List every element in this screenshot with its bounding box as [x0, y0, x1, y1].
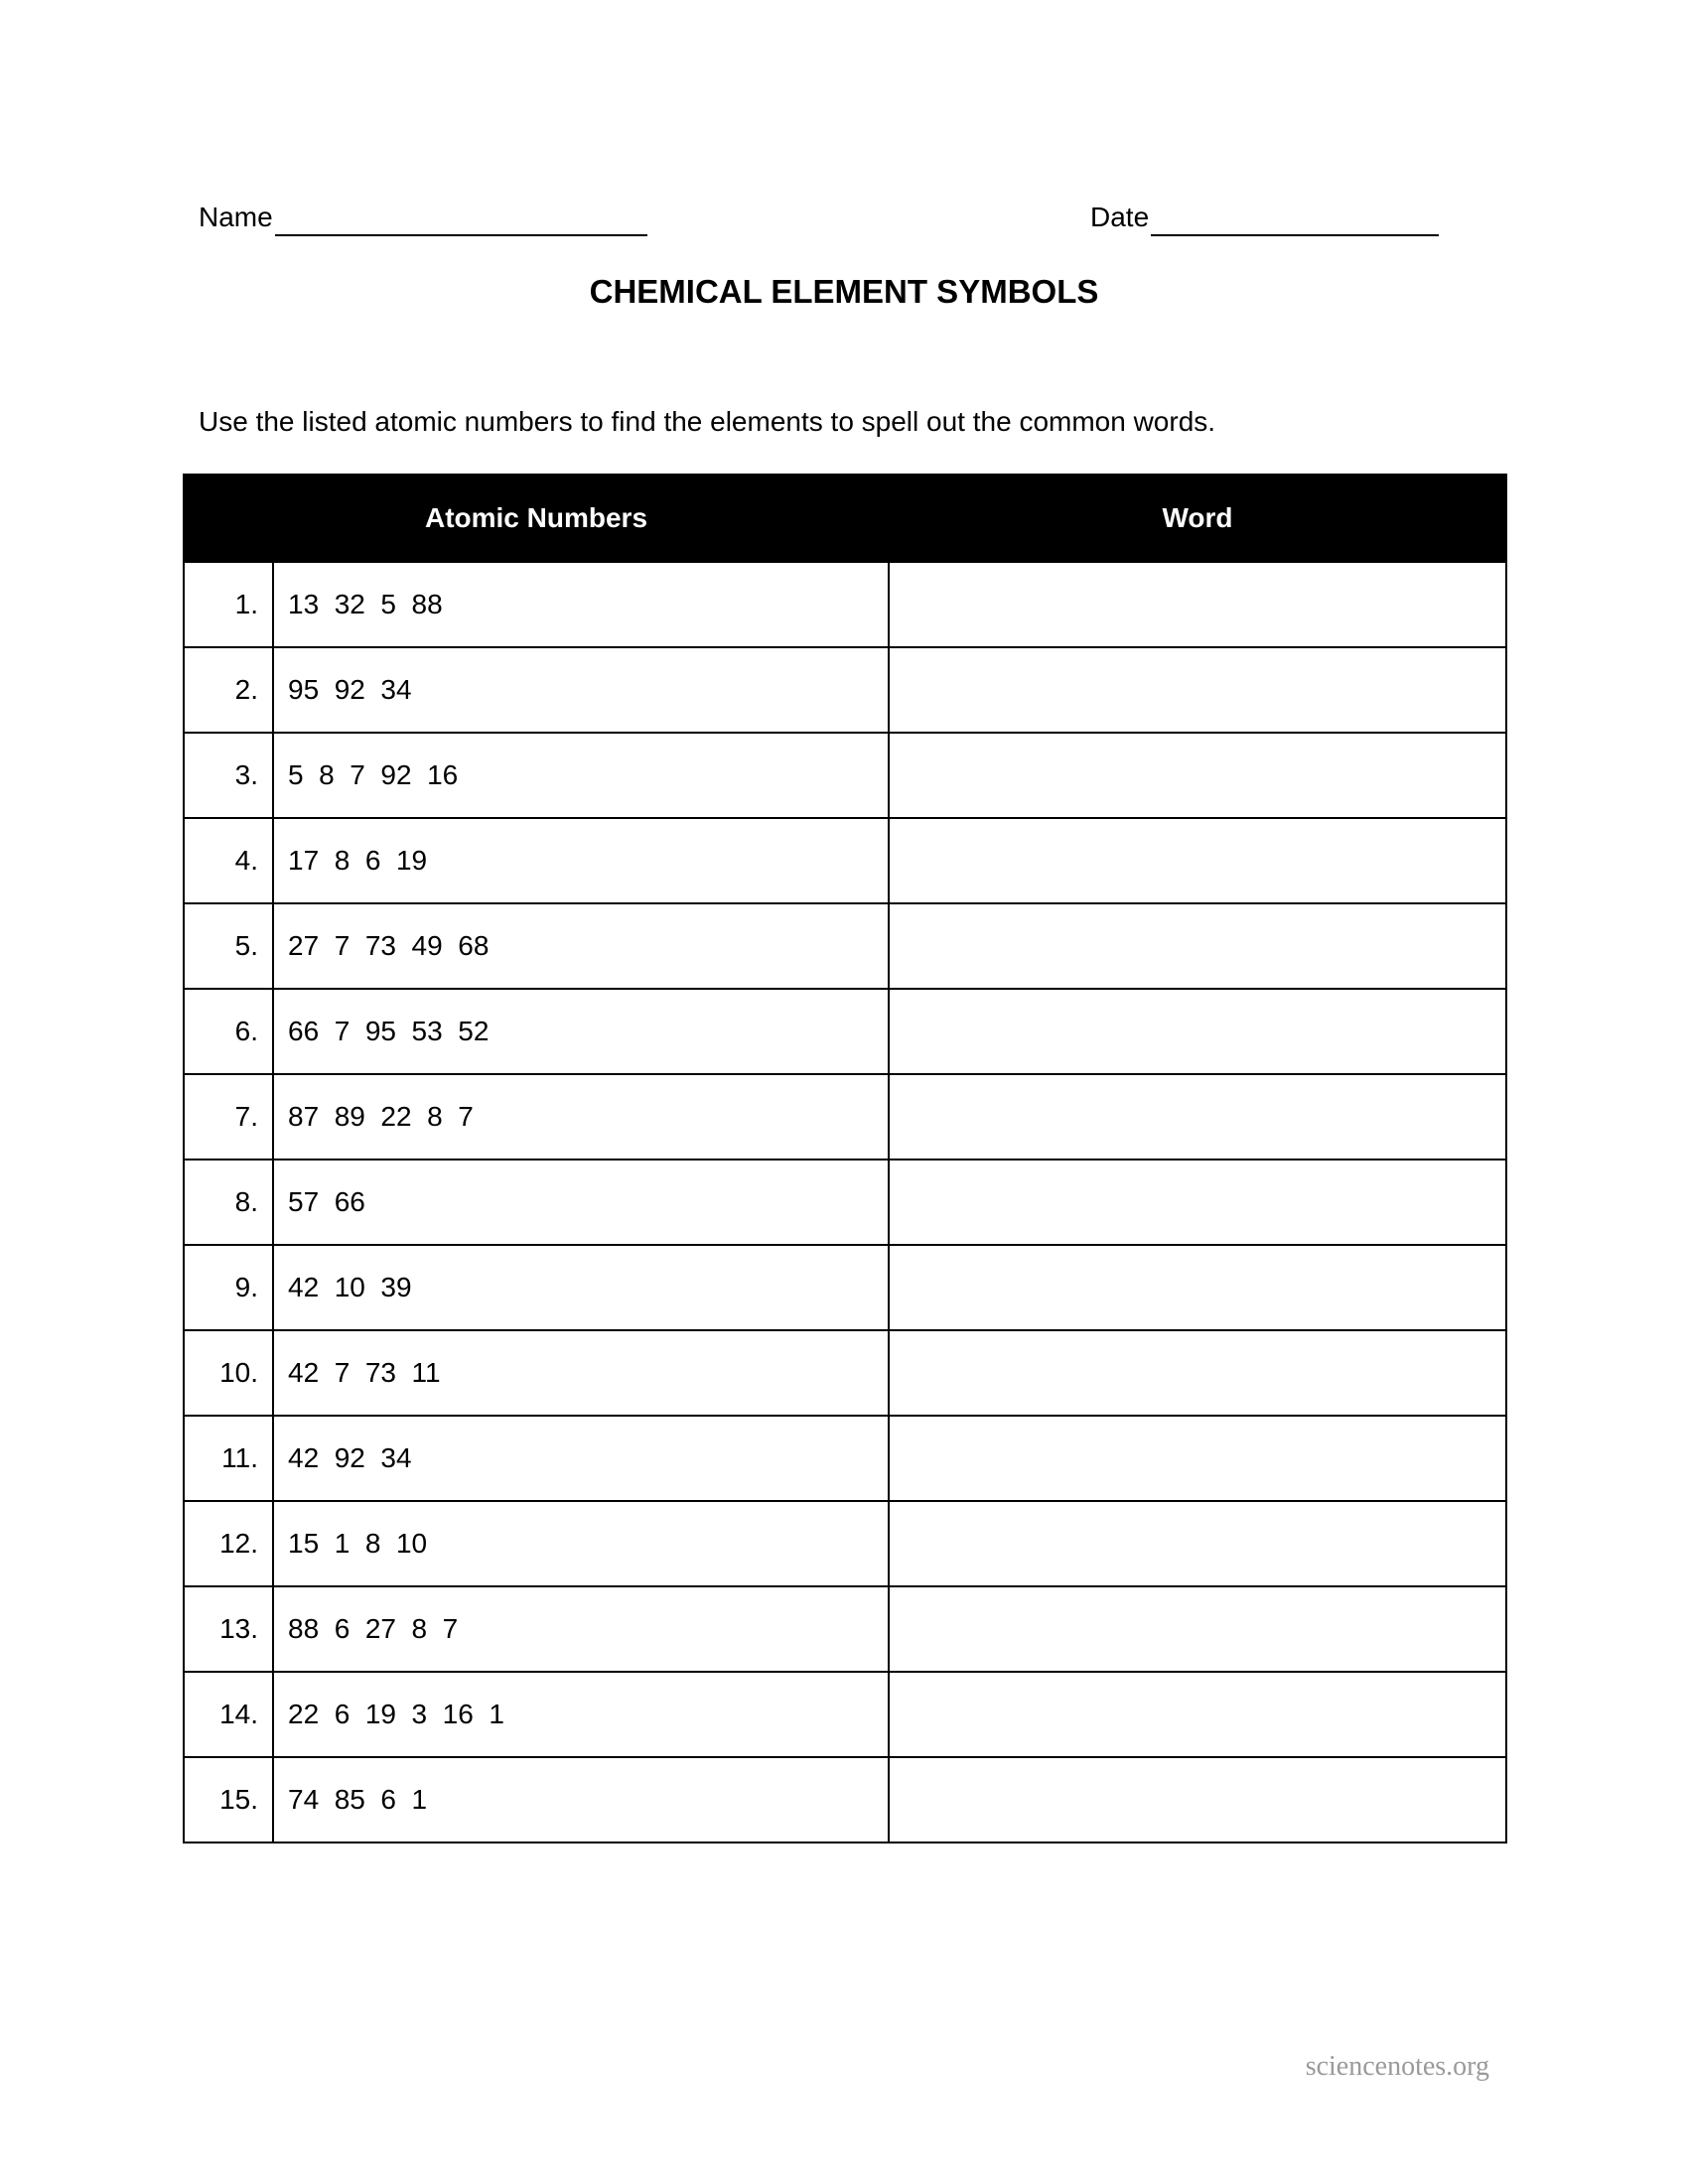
- table-row: [184, 1416, 1506, 1501]
- word-answer-cell[interactable]: [889, 1586, 1506, 1672]
- atomic-numbers-cell: 66 7 95 53 52: [273, 989, 889, 1074]
- worksheet-title: CHEMICAL ELEMENT SYMBOLS: [589, 273, 1099, 310]
- table-row: [184, 989, 1506, 1074]
- table-row: [184, 903, 1506, 989]
- word-answer-cell[interactable]: [889, 989, 1506, 1074]
- atomic-numbers-cell: 42 92 34: [273, 1416, 889, 1501]
- word-answer-cell[interactable]: [889, 1074, 1506, 1160]
- instructions-text: Use the listed atomic numbers to find the elements to spell out the common words.: [199, 406, 1216, 437]
- row-number: 3.: [184, 733, 273, 818]
- atomic-numbers-cell: 22 6 19 3 16 1: [273, 1672, 889, 1757]
- date-field[interactable]: [1090, 199, 1439, 236]
- table-row: [184, 1501, 1506, 1586]
- table-row: [184, 1245, 1506, 1330]
- atomic-numbers-cell: 95 92 34: [273, 647, 889, 733]
- row-number: 4.: [184, 818, 273, 903]
- date-blank-line[interactable]: [1151, 205, 1439, 236]
- atomic-numbers-cell: 17 8 6 19: [273, 818, 889, 903]
- word-answer-cell[interactable]: [889, 1672, 1506, 1757]
- atomic-numbers-cell: 15 1 8 10: [273, 1501, 889, 1586]
- row-number: 15.: [184, 1757, 273, 1843]
- word-answer-cell[interactable]: [889, 647, 1506, 733]
- name-label: Name: [199, 202, 273, 232]
- table-row: [184, 647, 1506, 733]
- row-number: 14.: [184, 1672, 273, 1757]
- table-header-row: [184, 475, 1506, 562]
- row-number: 9.: [184, 1245, 273, 1330]
- row-number: 6.: [184, 989, 273, 1074]
- atomic-numbers-cell: 74 85 6 1: [273, 1757, 889, 1843]
- table-row: [184, 1074, 1506, 1160]
- row-number: 10.: [184, 1330, 273, 1416]
- name-blank-line[interactable]: [275, 205, 647, 236]
- row-number: 8.: [184, 1160, 273, 1245]
- atomic-numbers-cell: 88 6 27 8 7: [273, 1586, 889, 1672]
- table-row: [184, 562, 1506, 647]
- word-answer-cell[interactable]: [889, 1245, 1506, 1330]
- table-row: [184, 818, 1506, 903]
- atomic-numbers-header: Atomic Numbers: [184, 475, 889, 562]
- row-number: 1.: [184, 562, 273, 647]
- table-row: [184, 733, 1506, 818]
- date-label: Date: [1090, 202, 1150, 232]
- word-answer-cell[interactable]: [889, 562, 1506, 647]
- atomic-numbers-cell: 13 32 5 88: [273, 562, 889, 647]
- atomic-numbers-cell: 42 10 39: [273, 1245, 889, 1330]
- name-field[interactable]: [199, 199, 647, 236]
- atomic-numbers-cell: 57 66: [273, 1160, 889, 1245]
- word-answer-cell[interactable]: [889, 903, 1506, 989]
- worksheet-table: [183, 474, 1507, 1843]
- site-watermark: sciencenotes.org: [1305, 2051, 1489, 2082]
- atomic-numbers-cell: 27 7 73 49 68: [273, 903, 889, 989]
- word-answer-cell[interactable]: [889, 818, 1506, 903]
- atomic-numbers-cell: 42 7 73 11: [273, 1330, 889, 1416]
- row-number: 12.: [184, 1501, 273, 1586]
- word-answer-cell[interactable]: [889, 1160, 1506, 1245]
- word-answer-cell[interactable]: [889, 1416, 1506, 1501]
- table-row: [184, 1330, 1506, 1416]
- row-number: 7.: [184, 1074, 273, 1160]
- table-row: [184, 1672, 1506, 1757]
- row-number: 11.: [184, 1416, 273, 1501]
- row-number: 13.: [184, 1586, 273, 1672]
- atomic-numbers-cell: 87 89 22 8 7: [273, 1074, 889, 1160]
- word-answer-cell[interactable]: [889, 1330, 1506, 1416]
- atomic-numbers-cell: 5 8 7 92 16: [273, 733, 889, 818]
- word-header: Word: [889, 475, 1506, 562]
- row-number: 2.: [184, 647, 273, 733]
- word-answer-cell[interactable]: [889, 733, 1506, 818]
- row-number: 5.: [184, 903, 273, 989]
- table-row: [184, 1586, 1506, 1672]
- table-row: [184, 1757, 1506, 1843]
- word-answer-cell[interactable]: [889, 1501, 1506, 1586]
- table-row: [184, 1160, 1506, 1245]
- word-answer-cell[interactable]: [889, 1757, 1506, 1843]
